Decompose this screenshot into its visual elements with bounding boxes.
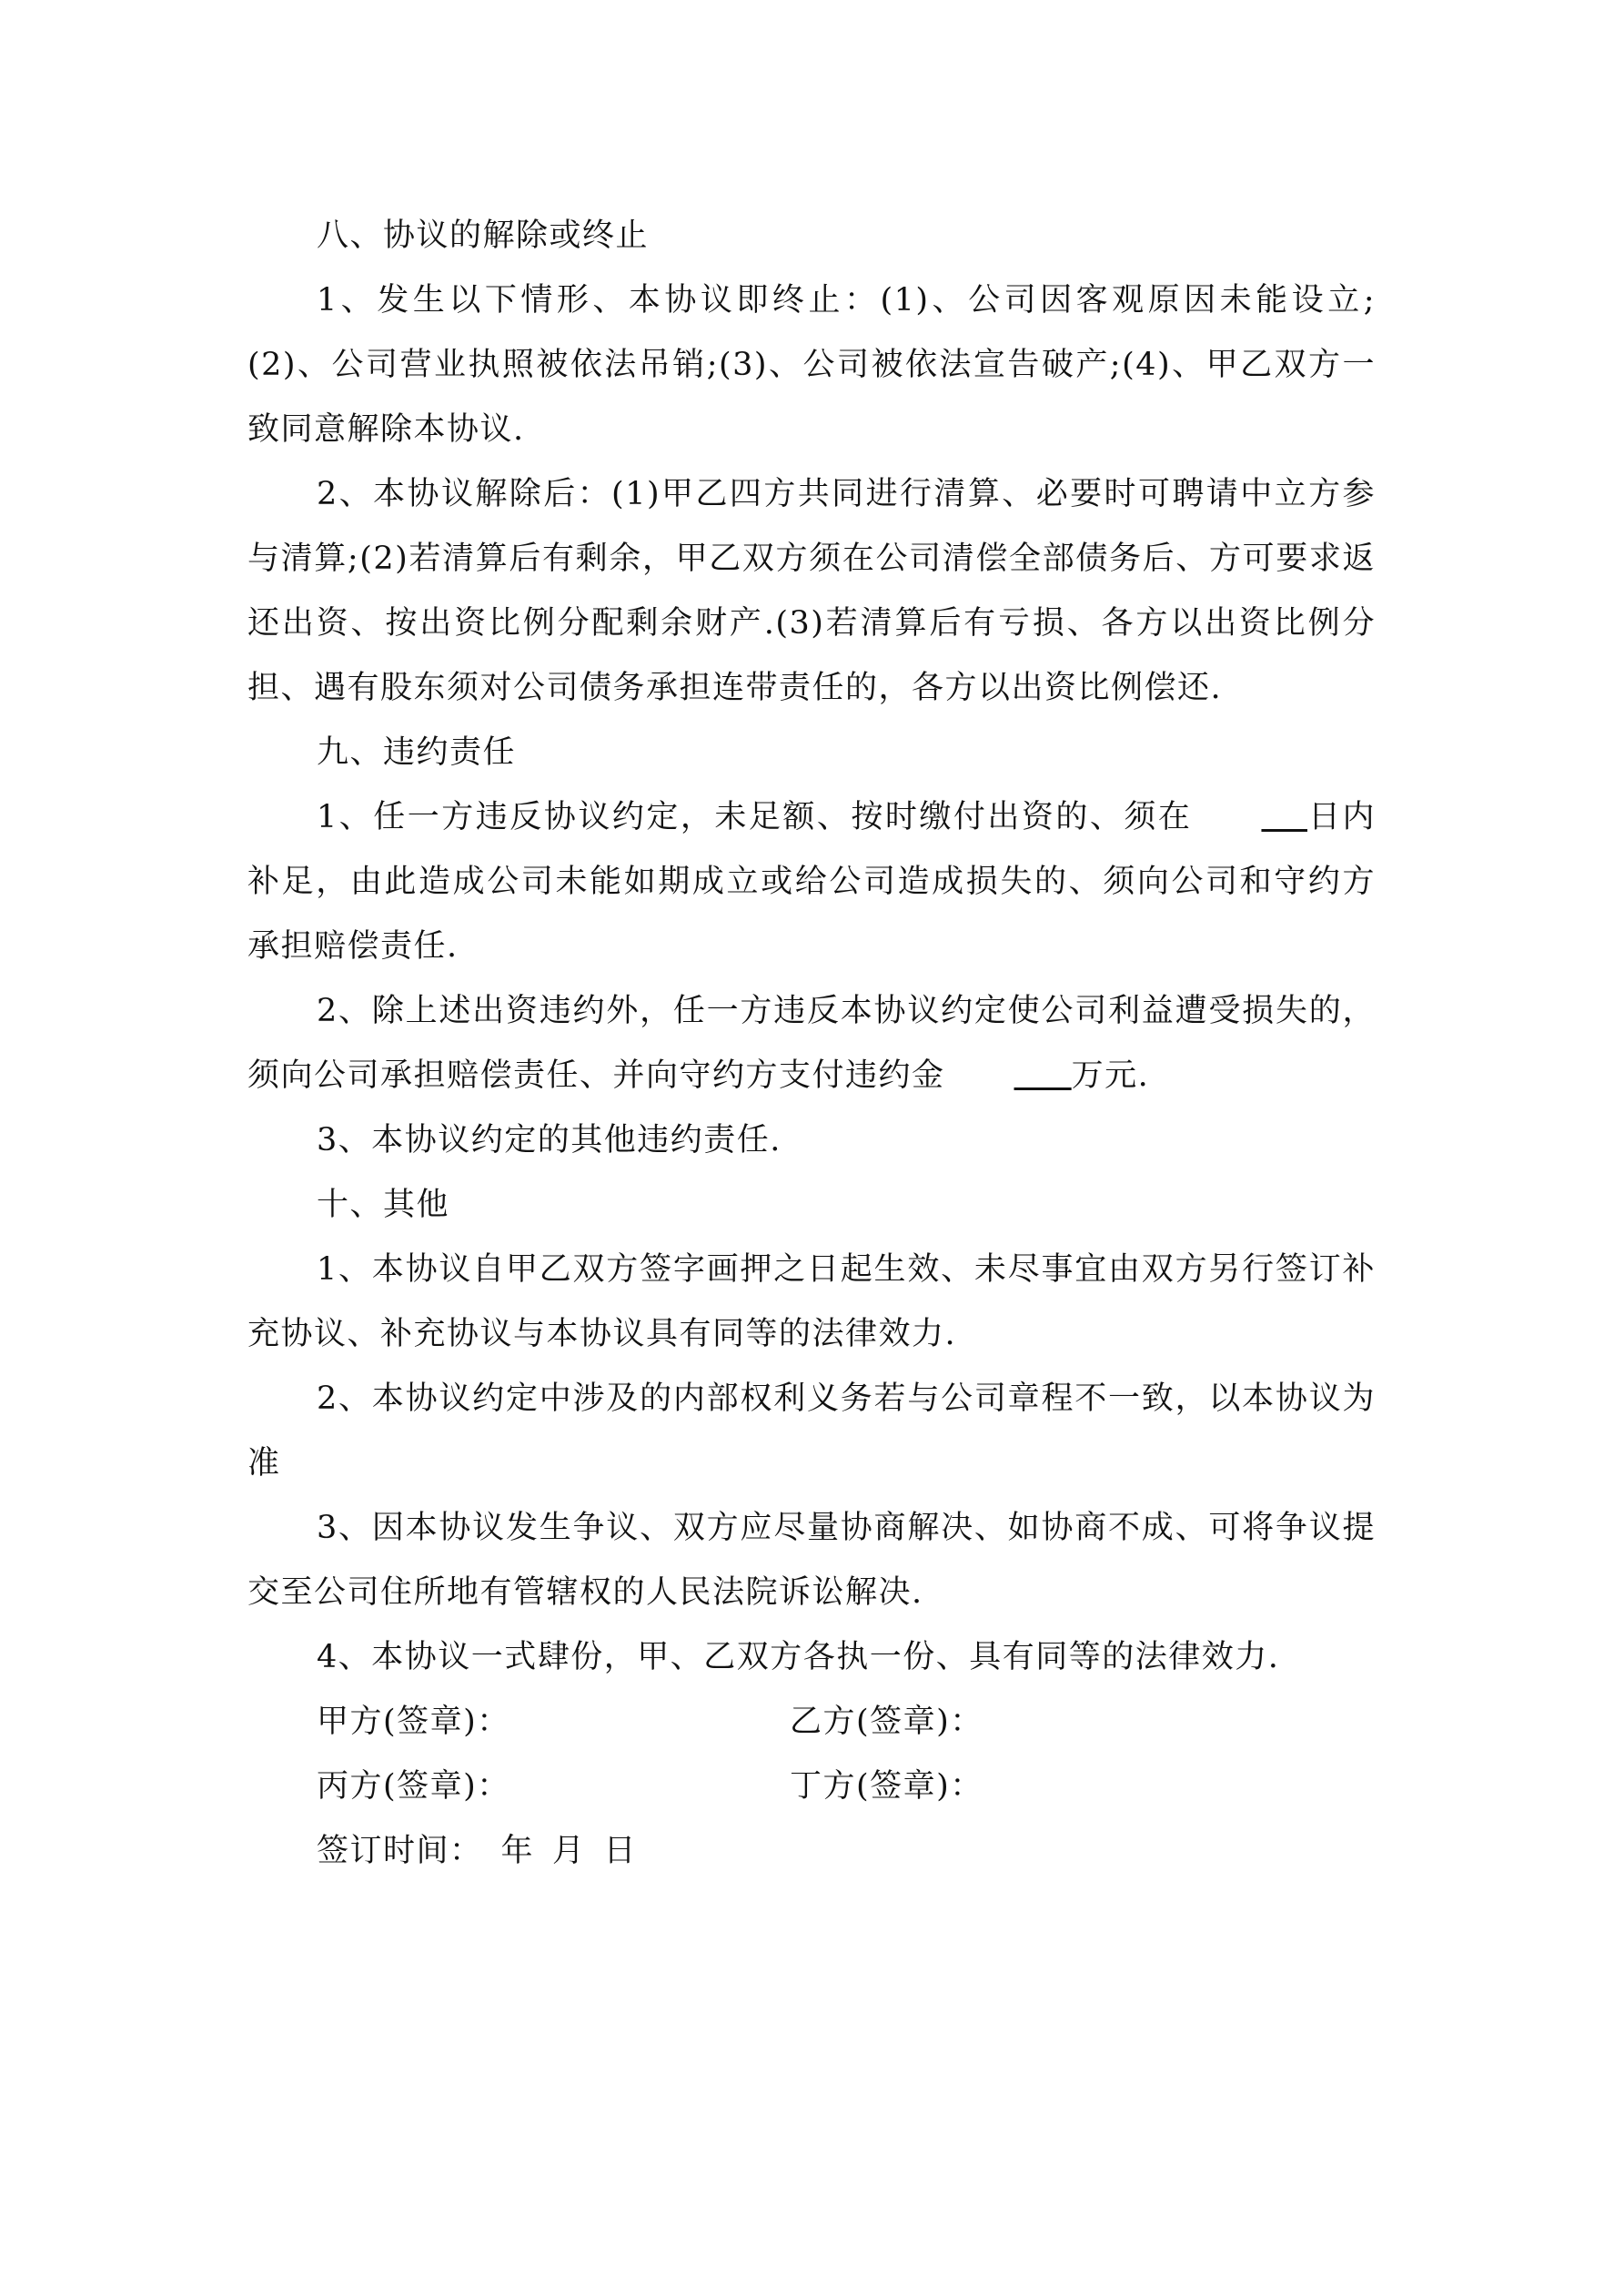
- document-body: [247, 204, 1376, 1884]
- penalty-amount-blank: [945, 1044, 1072, 1108]
- party-d-signature-label: 丁方(签章)：: [790, 1768, 983, 1805]
- party-a-signature-label: 甲方(签章)：: [317, 1704, 510, 1740]
- party-b-signature-label: 乙方(签章)：: [790, 1704, 983, 1740]
- other-clause-1: 1、本协议自甲乙双方签字画押之日起生效、未尽事宜由双方另行签订补充协议、补充协议与本协议具有同等的法律效力.: [247, 1251, 1376, 1352]
- other-clause-4: 4、本协议一式肆份，甲、乙双方各执一份、具有同等的法律效力.: [317, 1639, 1280, 1675]
- other-clause-2: 2、本协议约定中涉及的内部权利义务若与公司章程不一致，以本协议为准: [247, 1381, 1376, 1482]
- date-month: 月: [552, 1833, 586, 1869]
- termination-clause-1: 1、发生以下情形、本协议即终止：(1)、公司因客观原因未能设立;(2)、公司营业执照被依法吊销;(3)、公司被依法宣告破产;(4)、甲乙双方一致同意解除本协议.: [247, 282, 1376, 448]
- other-clause-3: 3、因本协议发生争议、双方应尽量协商解决、如协商不成、可将争议提交至公司住所地有管辖权的人民法院诉讼解决.: [247, 1510, 1376, 1611]
- date-year: 年: [500, 1833, 535, 1869]
- section-heading-liability: 九、违约责任: [317, 734, 517, 771]
- section-heading-other: 十、其他: [317, 1187, 450, 1223]
- liability-clause-2: [247, 979, 1376, 1108]
- termination-clause-2: 2、本协议解除后：(1)甲乙四方共同进行清算、必要时可聘请中立方参与清算;(2)若清算后有剩余，甲乙双方须在公司清偿全部债务后、方可要求返还出资、按出资比例分配剩余财产.(3)若清算后有亏损、各方以出资比例分担、遇有股东须对公司债务承担连带责任的，各方以出资比例偿还.: [247, 476, 1376, 706]
- liability-clause-1-text-a: 1、任一方违反协议约定，未足额、按时缴付出资的、须在: [317, 799, 1193, 835]
- signing-date-row: [247, 1819, 1376, 1884]
- date-day: 日: [603, 1833, 638, 1869]
- liability-clause-3: 3、本协议约定的其他违约责任.: [317, 1122, 782, 1158]
- signature-row-1: [247, 1690, 1376, 1755]
- party-c-signature-label: 丙方(签章)：: [317, 1768, 510, 1805]
- section-heading-termination: 八、协议的解除或终止: [317, 217, 650, 254]
- liability-clause-2-text-b: 万元.: [1071, 1057, 1150, 1094]
- signature-row-2: [247, 1755, 1376, 1819]
- signing-date-label: 签订时间：: [317, 1833, 483, 1869]
- liability-clause-1-text-b: 日内补足，由此造成公司未能如期成立或给公司造成损失的、须向公司和守约方承担赔偿责任.: [247, 799, 1376, 965]
- days-blank: [1192, 785, 1307, 850]
- liability-clause-1: [247, 785, 1376, 979]
- liability-clause-2-text-a: 2、除上述出资违约外，任一方违反本协议约定使公司利益遭受损失的，须向公司承担赔偿责任、并向守约方支付违约金: [247, 993, 1376, 1094]
